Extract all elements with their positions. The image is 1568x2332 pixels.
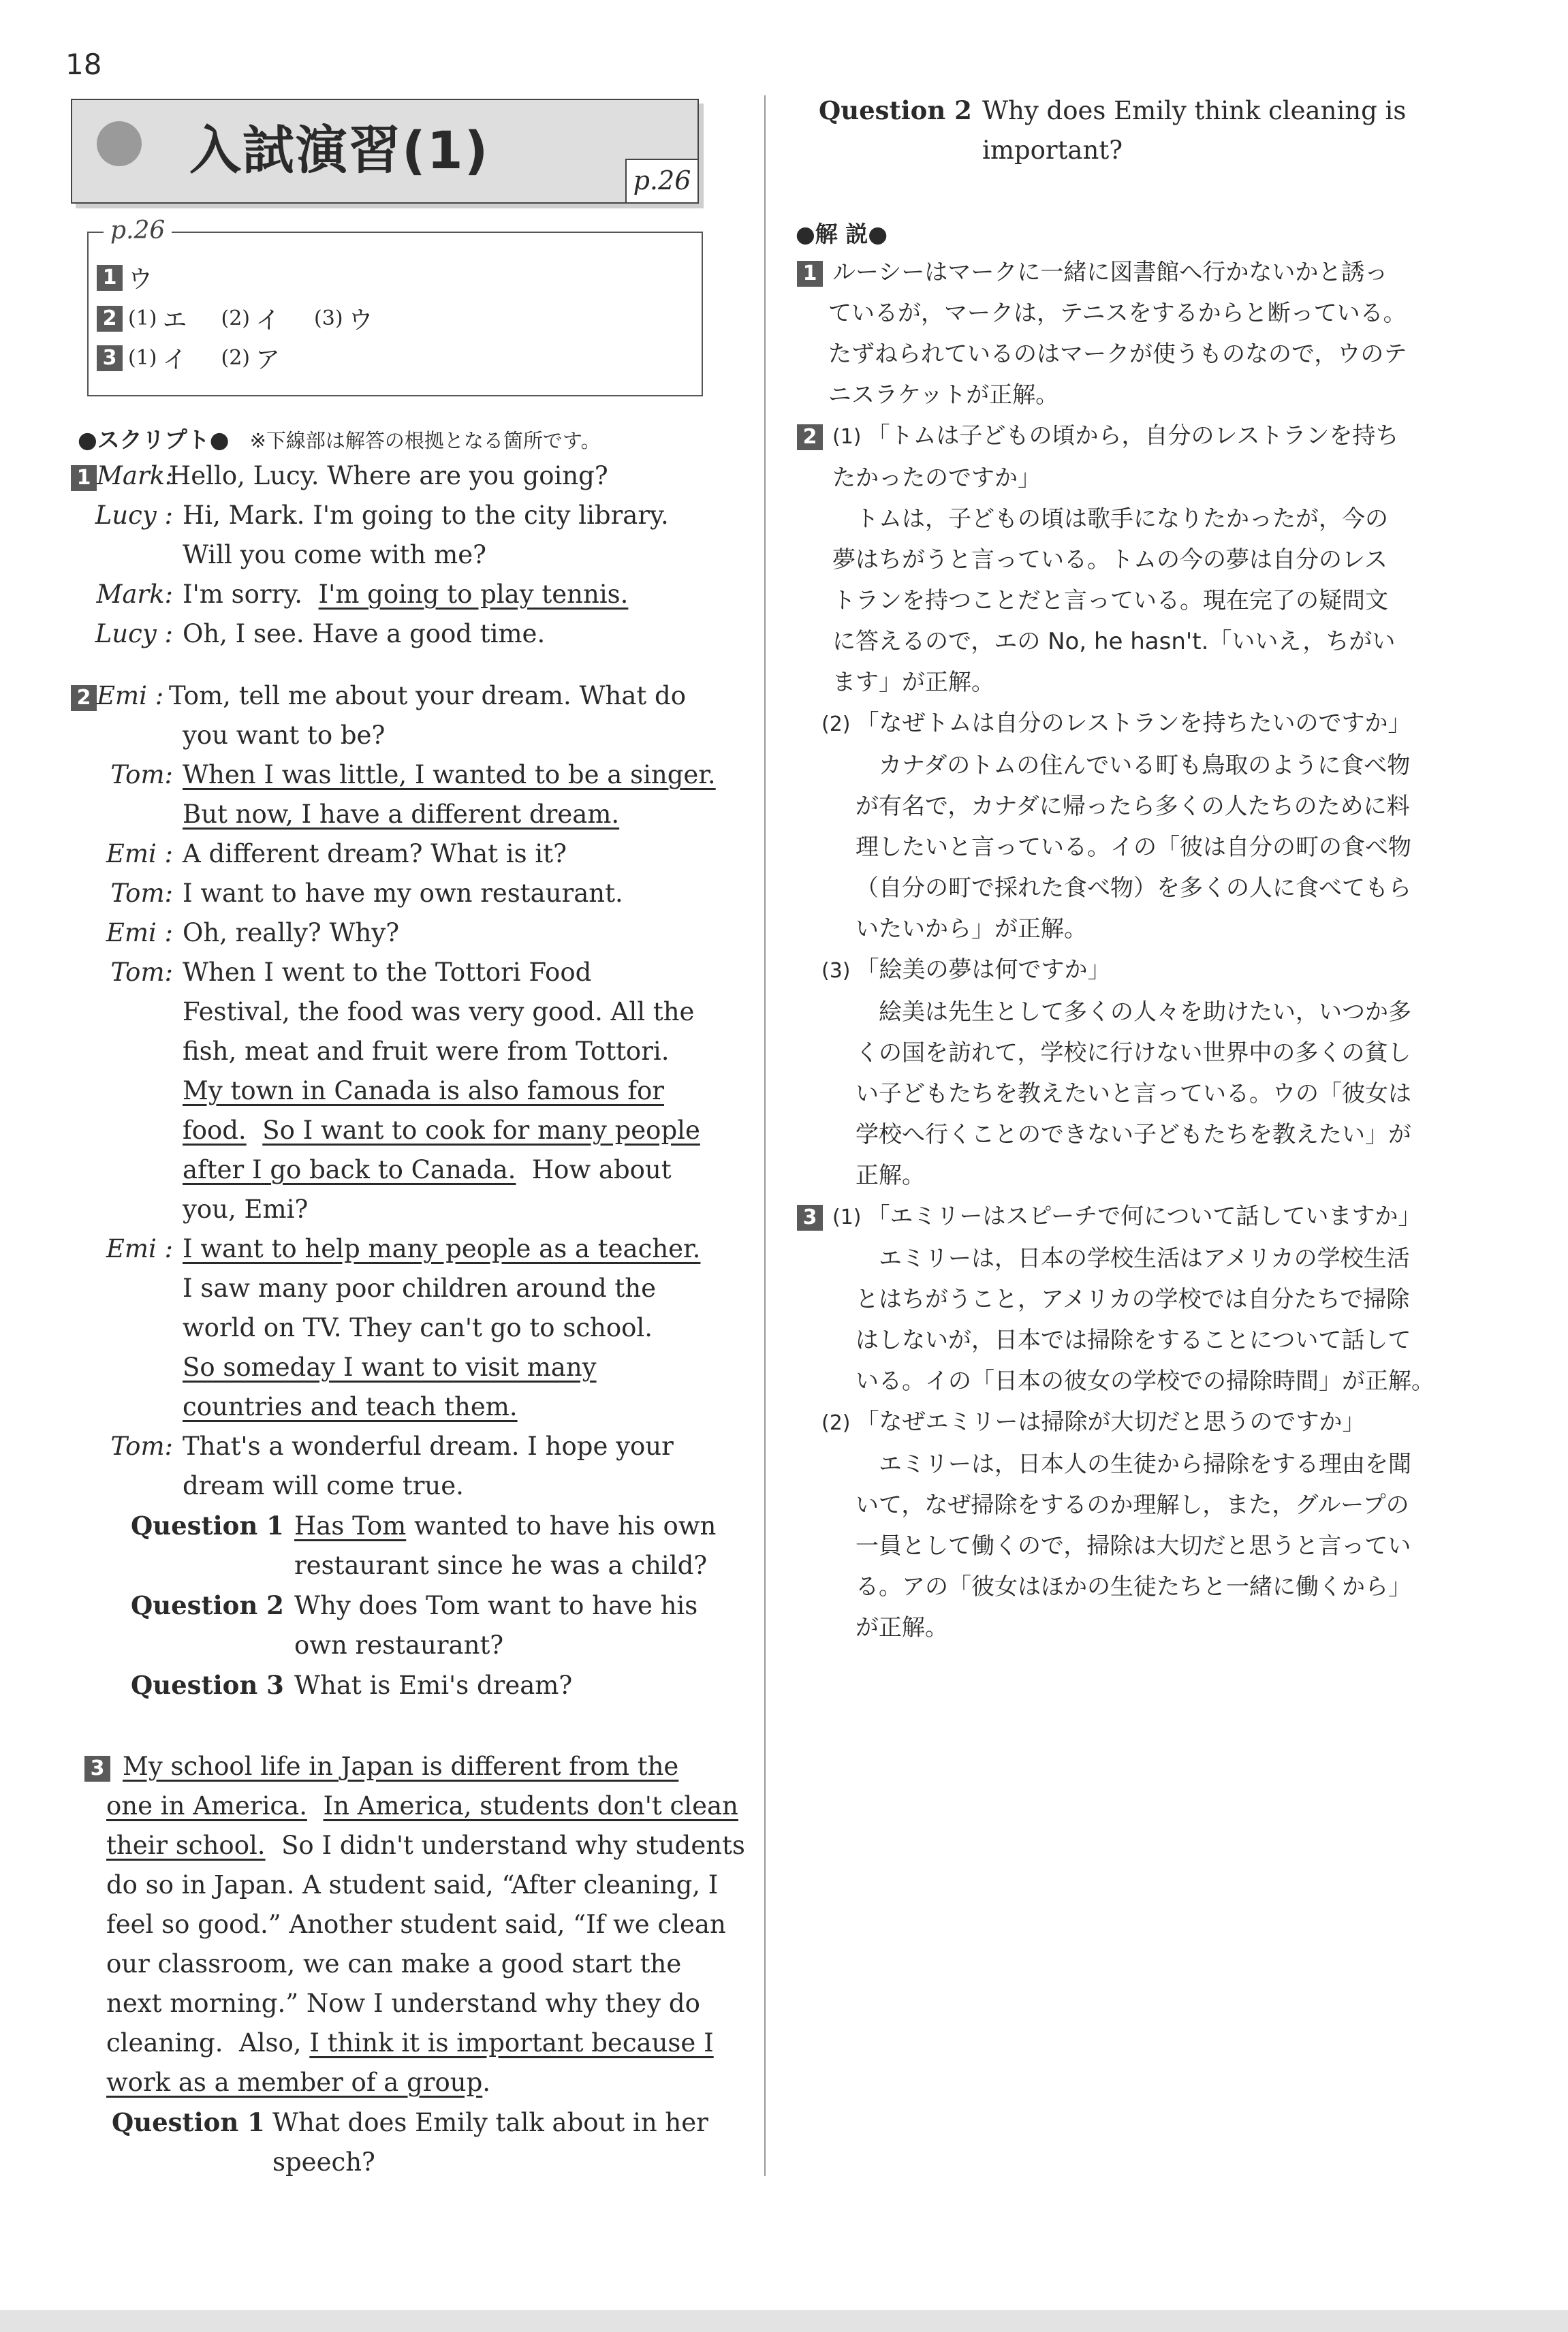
dialogue-line [71, 795, 711, 834]
dialogue-line [71, 676, 711, 716]
script-section-2 [71, 676, 717, 1705]
explanation-text: 「エミリーはスピーチで何について話していますか」 [866, 1203, 1422, 1230]
line-text: I'm sorry. [183, 580, 319, 609]
passage-line [84, 1865, 718, 1905]
page-number: 18 [65, 48, 102, 81]
explanation-text: る。アの「彼女はほかの生徒たちと一緒に働くから」 [856, 1573, 1411, 1601]
section-number-badge: 1 [797, 261, 823, 287]
answer-choice: ア [255, 346, 281, 374]
line-text: Oh, really? Why? [183, 918, 400, 947]
explanation-line [797, 1485, 1451, 1526]
question-line-cont: restaurant since he was a child? [294, 1551, 708, 1580]
underlined-text: So I want to cook for many people [262, 1116, 700, 1145]
explanation-line [797, 1402, 1451, 1444]
speaker-label: Emi : [97, 681, 164, 710]
line-text: A different dream? What is it? [183, 839, 567, 868]
dialogue-line [71, 496, 711, 535]
line-text [247, 1116, 263, 1145]
script-section-3 [84, 1747, 745, 2182]
explanation-line [797, 375, 1451, 415]
explanation-text: トランを持つことだと言っている。現在完了の疑問文 [832, 587, 1388, 614]
explanation-text: 理したいと言っている。イの「彼は自分の町の食べ物 [856, 834, 1411, 861]
explanation-line [797, 1320, 1451, 1361]
question-number-badge: 3 [97, 345, 123, 371]
speaker-label: Mark: [96, 580, 173, 609]
explanation-line [797, 458, 1451, 499]
speaker-label: Emi : [106, 839, 173, 868]
dialogue-line [71, 913, 711, 953]
line-text: you want to be? [183, 721, 386, 750]
explanation-line [797, 415, 1451, 458]
explanation-text: 「絵美の夢は何ですか」 [856, 956, 1111, 983]
scan-edge [0, 2310, 1568, 2332]
question-text: What is Emi's dream? [294, 1671, 573, 1700]
line-text: world on TV. They can't go to school. [183, 1313, 653, 1342]
question-line [71, 1506, 717, 1546]
question-label: Question 2 [131, 1590, 284, 1620]
explanation-text: エミリーは，日本の学校生活はアメリカの学校生活 [856, 1245, 1410, 1272]
question-number-badge: 2 [97, 306, 123, 332]
underlined-text: food. [183, 1116, 247, 1145]
sub-number: (3) [821, 959, 851, 983]
explanation-text: （自分の町で採れた食べ物）を多くの人に食べてもら [856, 874, 1411, 902]
line-text: Hello, Lucy. Where are you going? [169, 461, 608, 490]
sub-number: (2) [221, 306, 251, 330]
sub-number: (2) [821, 1411, 851, 1435]
explanation-line [797, 1361, 1451, 1402]
explanation-text: が有名で，カナダに帰ったら多くの人たちのために料 [856, 793, 1410, 820]
explanation-line [797, 1526, 1451, 1566]
explanation-line [797, 1238, 1451, 1279]
question-text: Why does Tom want to have his [294, 1591, 698, 1620]
explanation-line [797, 786, 1451, 827]
explanation-text: ます」が正解。 [832, 669, 994, 696]
underlined-text: one in America. [106, 1791, 307, 1821]
question-line-cont: speech? [272, 2147, 375, 2177]
question-line [71, 1665, 711, 1705]
dialogue-line [71, 716, 711, 755]
explanation-text: に答えるので，エの No, he hasn't.「いいえ，ちがい [832, 628, 1396, 655]
dialogue-line [71, 1466, 711, 1506]
explanation-heading: ●解 説● [796, 221, 888, 247]
answer-choice: イ [255, 306, 281, 334]
explanation-text: 「なぜトムは自分のレストランを持ちたいのですか」 [856, 710, 1411, 737]
explanation-text: 正解。 [856, 1162, 925, 1189]
dialogue-line [71, 535, 711, 575]
passage-line [84, 1747, 718, 1786]
question-label: Question 3 [131, 1670, 284, 1700]
dialogue-line [71, 1071, 711, 1111]
explanation-line [797, 703, 1451, 745]
dialogue-line [71, 834, 711, 874]
explanation-line [797, 1566, 1451, 1607]
passage-line [84, 1826, 745, 1865]
section-number-badge: 2 [797, 424, 823, 450]
explanation-line [797, 1444, 1451, 1485]
script-section-3-question-2 [819, 91, 1459, 170]
explanation-text: エミリーは，日本人の生徒から掃除をする理由を聞 [856, 1451, 1411, 1478]
underlined-text: But now, I have a different dream. [183, 800, 620, 829]
question-text: Why does Emily think cleaning is [982, 96, 1407, 125]
sub-number: (3) [314, 306, 343, 330]
passage-line [84, 2063, 718, 2102]
underlined-text: work as a member of a group [106, 2068, 483, 2097]
script-section-1 [71, 456, 711, 654]
speaker-label: Emi : [106, 1234, 173, 1263]
script-note: ※下線部は解答の根拠となる箇所です。 [249, 429, 601, 452]
explanation-text: い子どもたちを教えたいと言っている。ウの「彼女は [856, 1080, 1411, 1107]
dialogue-line [71, 1269, 711, 1308]
passage-text: our classroom, we can make a good start the [106, 1949, 682, 1979]
explanation-line [797, 334, 1451, 375]
explanation-line [797, 293, 1451, 334]
speaker-label: Tom: [110, 958, 173, 987]
line-text: Will you come with me? [183, 540, 486, 569]
line-text: How about [516, 1155, 672, 1184]
dialogue-line [71, 1111, 711, 1150]
dialogue-line [71, 614, 711, 654]
explanation-text: いたいから」が正解。 [856, 915, 1087, 943]
passage-line [84, 1786, 738, 1826]
script-heading: ●スクリプト● ※下線部は解答の根拠となる箇所です。 [78, 426, 601, 453]
explanation-text: くの国を訪れて，学校に行けない世界中の多くの貧し [856, 1039, 1411, 1067]
explanation-text: ルーシーはマークに一緒に図書館へ行かないかと誘っ [832, 259, 1388, 286]
sub-number: (2) [221, 346, 251, 370]
explanation-line [797, 992, 1451, 1033]
underlined-text: I'm going to play tennis. [318, 580, 629, 609]
explanation-line [797, 499, 1451, 539]
explanation-text: 一員として働くので，掃除は大切だと思うと言ってい [856, 1532, 1411, 1560]
passage-text: do so in Japan. A student said, “After cleaning, I [106, 1870, 719, 1900]
question-label: Question 1 [112, 2107, 265, 2137]
dialogue-line [71, 1032, 711, 1071]
question-line [84, 2102, 718, 2143]
dialogue-line [71, 1427, 711, 1466]
explanation-line [797, 1073, 1451, 1114]
line-text: When I went to the Tottori Food [183, 958, 592, 987]
explanation-line [797, 1114, 1451, 1155]
explanation-text: カナダのトムの住んでいる町も鳥取のように食べ物 [856, 752, 1411, 779]
passage-text: next morning.” Now I understand why they do [106, 1989, 700, 2018]
question-line-cont: own restaurant? [294, 1630, 504, 1660]
explanation-line [797, 745, 1451, 786]
dialogue-line [71, 1308, 711, 1348]
explanation-text: いて，なぜ掃除をするのか理解し，また，グループの [856, 1492, 1409, 1519]
dialogue-line [71, 1150, 711, 1190]
dialogue-line [71, 992, 711, 1032]
speaker-label: Tom: [110, 760, 173, 789]
underlined-text: In America, students don't clean [323, 1791, 738, 1821]
answer-row [97, 301, 407, 336]
dialogue-line [71, 575, 711, 614]
dialogue-line [71, 874, 711, 913]
underlined-text: Has Tom [294, 1511, 407, 1541]
underlined-text: their school. [106, 1831, 266, 1860]
sub-number: (2) [821, 712, 851, 736]
line-text: I saw many poor children around the [183, 1274, 656, 1303]
line-text: That's a wonderful dream. I hope your [183, 1432, 674, 1461]
underlined-text: I want to help many people as a teacher. [183, 1234, 701, 1263]
bullet-dot-icon [97, 121, 142, 166]
answer-choice: イ [162, 346, 187, 374]
explanation-line [797, 1196, 1451, 1238]
explanation-line [797, 1155, 1451, 1196]
speaker-label: Mark: [97, 461, 174, 490]
underlined-text: I think it is important because I [309, 2028, 714, 2058]
question-number-badge: 1 [97, 265, 123, 291]
underlined-text: countries and teach them. [183, 1392, 518, 1421]
question-label: Question 2 [819, 95, 972, 125]
explanation-text: が正解。 [856, 1614, 948, 1641]
answer-choice: エ [162, 306, 187, 334]
sub-number: (1) [832, 1206, 862, 1229]
underlined-text: So someday I want to visit many [183, 1353, 597, 1382]
underlined-text: My town in Canada is also famous for [183, 1076, 664, 1105]
passage-line [84, 1905, 726, 1944]
question-text: wanted to have his own [406, 1511, 717, 1541]
explanation-line [797, 827, 1451, 868]
section-number-badge: 1 [71, 465, 97, 491]
dialogue-line [71, 1348, 711, 1387]
explanation-text: とはちがうこと，アメリカの学校では自分たちで掃除 [856, 1286, 1410, 1313]
explanation-text: 夢はちがうと言っている。トムの今の夢は自分のレス [832, 546, 1387, 573]
dialogue-line [71, 1229, 711, 1269]
explanation-text: 絵美は先生として多くの人々を助けたい，いつか多 [856, 998, 1411, 1026]
explanation-text: 「なぜエミリーは掃除が大切だと思うのですか」 [856, 1408, 1366, 1436]
explanation-text: 「トムは子どもの頃から，自分のレストランを持ち [866, 422, 1399, 450]
speaker-label: Lucy : [95, 501, 173, 530]
explanation-line [797, 539, 1451, 580]
explanation-line [797, 949, 1451, 992]
explanation-line [797, 1607, 1451, 1648]
section-number-badge: 3 [84, 1756, 110, 1782]
sub-number: (1) [832, 425, 862, 449]
line-text: Festival, the food was very good. All the [183, 997, 695, 1026]
section-number-badge: 2 [71, 685, 97, 711]
explanation-text: トムは，子どもの頃は歌手になりたかったが，今の [832, 505, 1388, 533]
dialogue-line [71, 456, 711, 496]
sub-number: (1) [128, 306, 157, 330]
explanation-line [797, 909, 1451, 949]
passage-text [307, 1791, 324, 1821]
answer-row [97, 341, 314, 375]
passage-line [84, 2023, 718, 2063]
explanation-text: いる。イの「日本の彼女の学校での掃除時間」が正解。 [856, 1368, 1434, 1395]
dialogue-line [71, 953, 711, 992]
speaker-label: Emi : [106, 918, 173, 947]
sub-number: (1) [128, 346, 157, 370]
line-text: Tom, tell me about your dream. What do [169, 681, 687, 710]
explanation-text: はしないが，日本では掃除をすることについて話して [856, 1327, 1411, 1354]
underlined-text: When I was little, I wanted to be a singer. [183, 760, 716, 789]
answer-choice: ウ [128, 266, 153, 294]
underlined-text: My school life in Japan is different from the [123, 1752, 679, 1781]
explanation-line [797, 252, 1451, 293]
explanation-text: 学校へ行くことのできない子どもたちを教えたい」が [856, 1121, 1411, 1148]
explanation-line [797, 662, 1451, 703]
explanation-line [797, 1279, 1451, 1320]
speaker-label: Tom: [110, 1432, 173, 1461]
question-text: What does Emily talk about in her [272, 2108, 708, 2137]
section-number-badge: 3 [797, 1205, 823, 1231]
explanation-text: たずねられているのはマークが使うものなので，ウのテ [828, 341, 1407, 368]
answer-box-ref: p.26 [104, 217, 172, 245]
passage-text: feel so good.” Another student said, “If we clean [106, 1910, 726, 1939]
line-text: I want to have my own restaurant. [183, 879, 623, 908]
page-title: 入試演習(1) [189, 120, 490, 180]
passage-text: . [482, 2068, 491, 2097]
explanation-line [797, 868, 1451, 909]
question-line-cont: important? [982, 136, 1123, 165]
speaker-label: Tom: [110, 879, 173, 908]
question-label: Question 1 [131, 1511, 284, 1541]
dialogue-line [71, 755, 716, 795]
passage-text: So I didn't understand why students [265, 1831, 745, 1860]
explanation-text: たかったのですか」 [832, 464, 1041, 492]
explanation-text: ニスラケットが正解。 [828, 381, 1059, 409]
passage-line [84, 1944, 718, 1984]
question-line [819, 91, 1459, 131]
explanation-text: ているが，マークは，テニスをするからと断っている。 [828, 300, 1407, 327]
line-text: Hi, Mark. I'm going to the city library. [183, 501, 669, 530]
passage-text: cleaning. Also, [106, 2028, 310, 2058]
explanation-line [797, 580, 1451, 621]
dialogue-line [71, 1387, 711, 1427]
line-text: dream will come true. [183, 1471, 464, 1500]
dialogue-line [71, 1190, 711, 1229]
line-text: fish, meat and fruit were from Tottori. [183, 1037, 670, 1066]
passage-line [84, 1984, 718, 2023]
title-page-ref: p.26 [625, 159, 697, 202]
explanation-line [797, 621, 1451, 662]
answer-row [97, 260, 187, 295]
line-text: Oh, I see. Have a good time. [183, 619, 546, 648]
answer-choice: ウ [348, 306, 373, 334]
explanation-line [797, 1033, 1451, 1073]
speaker-label: Lucy : [95, 619, 173, 648]
explanation-body [797, 252, 1451, 1648]
underlined-text: after I go back to Canada. [183, 1155, 516, 1184]
column-divider [764, 95, 766, 2176]
question-line [71, 1586, 711, 1626]
line-text: you, Emi? [183, 1195, 309, 1224]
